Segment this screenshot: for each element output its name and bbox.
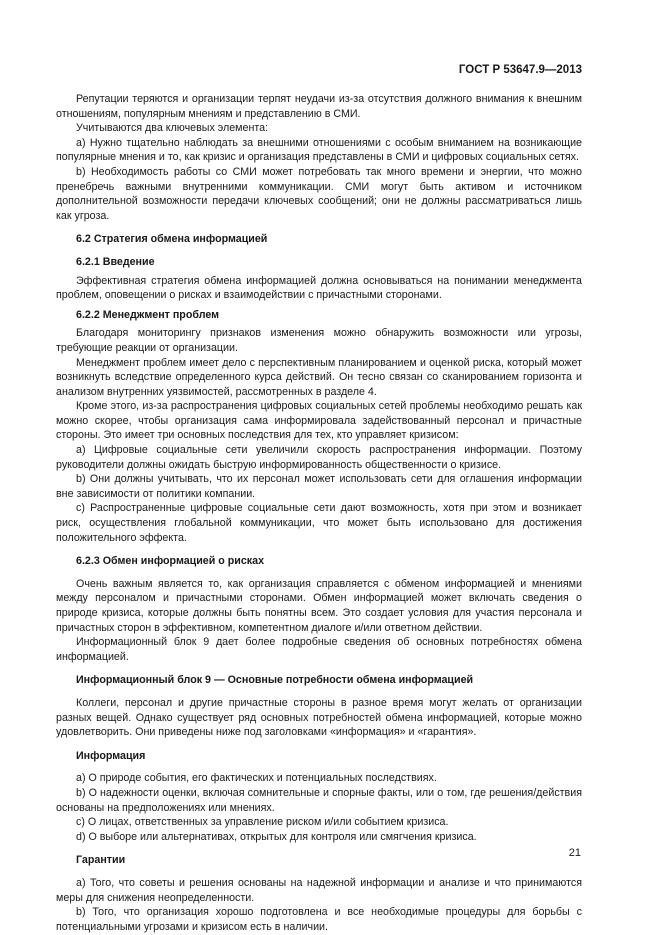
- paragraph: Менеджмент проблем имеет дело с перспективным планированием и оценкой риска, который может возникнуть вследствие определенного курса действий. Он тесно связан со сканированием горизонта и анализом внутренних уязвимостей, рассмотренных в разделе 4.: [56, 356, 582, 398]
- document-id: ГОСТ Р 53647.9—2013: [458, 64, 582, 76]
- list-item: а) Нужно тщательно наблюдать за внешними отношениями с особым вниманием на возникающие популярные мнения и то, как кризис и организация представлены в СМИ и цифровых социальных сетях.: [56, 136, 582, 164]
- list-item: а) О природе события, его фактических и потенциальных последствиях.: [76, 772, 437, 785]
- info-block-title: Информационный блок 9 — Основные потребности обмена информацией: [76, 674, 474, 687]
- subsection-heading: 6.2.1 Введение: [76, 255, 155, 268]
- info-block-heading: Информация: [76, 749, 146, 762]
- list-item: а) Того, что советы и решения основаны на надежной информации и анализе и что принимаются меры для снижения неопределенности.: [56, 876, 582, 904]
- list-item: c) Распространенные цифровые социальные сети дают возможность, хотя при этом и возникает риск, осуществления глобальной коммуникации, что может быть использовано для достижения положительного эффекта.: [56, 502, 582, 544]
- info-block-heading: Гарантии: [76, 854, 126, 867]
- list-item: d) О выборе или альтернативах, открытых для контроля или смягчения кризиса.: [76, 830, 477, 843]
- page-number: 21: [568, 847, 581, 859]
- paragraph: Очень важным является то, как организация справляется с обменом информацией и мнениями между персоналом и причастными сторонами. Обмен информацией может включать сведения о природе кризиса, которые должны быть понятны всем. Это создает условия для участия персонала и причастных сторон в эффективном, компетентном диалоге и/или ответном действии.: [56, 577, 582, 634]
- paragraph: Эффективная стратегия обмена информацией должна основываться на понимании менеджмента проблем, оповещении о рисках и взаимодействии с причастными сторонами.: [56, 274, 582, 302]
- subsection-heading: 6.2.2 Менеджмент проблем: [76, 308, 220, 321]
- list-item: b) Необходимость работы со СМИ может потребовать так много времени и энергии, что можно пренебречь важными внутренними коммуникации. СМИ могут быть активом и источником дополнительной возможности передачи ключевых сообщений; они не должны рассматриваться лишь как угроза.: [56, 165, 582, 222]
- section-heading: 6.2 Стратегия обмена информацией: [76, 233, 268, 246]
- paragraph: Учитываются два ключевых элемента:: [76, 122, 269, 135]
- page-body: [56, 92, 582, 934]
- paragraph: Информационный блок 9 дает более подробные сведения об основных потребностях обмена информацией.: [56, 636, 582, 663]
- paragraph: Коллеги, персонал и другие причастные стороны в разное время могут желать от организации разных вещей. Однако существует ряд основных потребностей обмена информацией, которые можно удовлетворить. Они приведены ниже под заголовками «информация» и «гарантия».: [56, 696, 582, 739]
- list-item: b) О надежности оценки, включая сомнительные и спорные факты, или о том, где решения/действия основаны на предположениях или мнениях.: [56, 786, 582, 814]
- list-item: c) О лицах, ответственных за управление риском и/или событием кризиса.: [76, 816, 449, 829]
- list-item: b) Того, что организация хорошо подготовлена и все необходимые процедуры для борьбы с потенциальными угрозами и кризисом есть в наличии.: [56, 906, 582, 933]
- subsection-heading: 6.2.3 Обмен информацией о рисках: [76, 555, 265, 568]
- list-item: b) Они должны учитывать, что их персонал может использовать сети для оглашения информации вне зависимости от политики компании.: [56, 473, 582, 500]
- paragraph: Благодаря мониторингу признаков изменения можно обнаружить возможности или угрозы, требующие реакции от организации.: [56, 327, 582, 354]
- list-item: а) Цифровые социальные сети увеличили скорость распространения информации. Поэтому руководители должны ожидать быструю информированность общественности о кризисе.: [56, 444, 582, 471]
- paragraph: Репутации теряются и организации терпят неудачи из-за отсутствия должного внимания к внешним отношениям, популярным мнениям и представлению в СМИ.: [56, 93, 582, 120]
- paragraph: Кроме этого, из-за распространения цифровых социальных сетей проблемы необходимо решать как можно скорее, чтобы организация сама информировала задействованный персонал и причастные стороны. Это имеет три основных последствия для тех, кто управляет кризисом:: [56, 400, 582, 442]
